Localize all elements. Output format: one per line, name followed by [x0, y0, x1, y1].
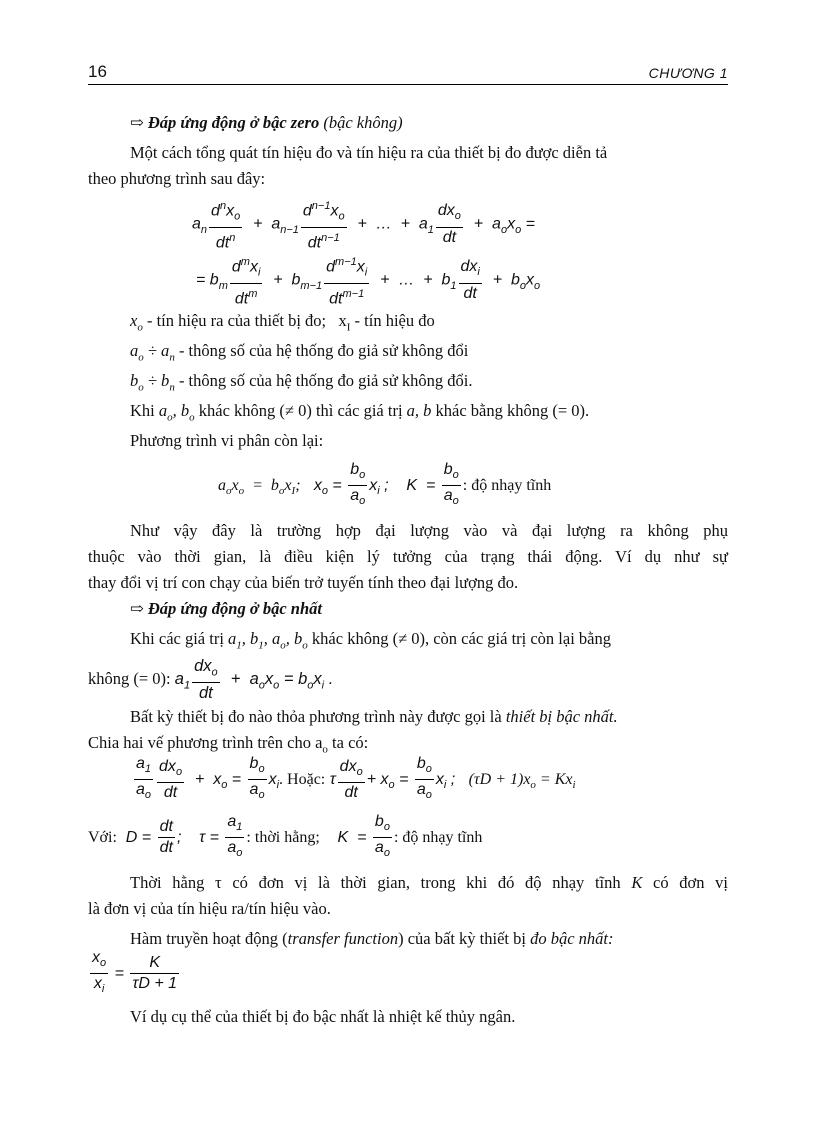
condition-text: Khi $a_o$, $b_o$ khác không (≠ 0) thì các giá trị a, b khác bằng không (= 0). — [130, 401, 590, 424]
paragraph: thay đổi vị trí con chạy của biến trở tuyến tính theo đại lượng đo. — [88, 573, 519, 592]
paragraph: Một cách tổng quát tín hiệu đo và tín hiệu ra của thiết bị đo được diễn tả — [130, 143, 608, 162]
definition-xo-xi: $x_o$ - tín hiệu ra của thiết bị đo; $x_I$ - tín hiệu đo — [130, 311, 435, 334]
transfer-function: $\frac{x_o}{x_i}$ = $\frac{K}{\tau D + 1}$ — [92, 949, 178, 996]
arrow-right-icon: ⇨ — [130, 113, 144, 132]
operator-definitions: Với: D = $\frac{dt}{dt}$ ; τ = $\frac{a_1}{a_o}$ : thời hằng; K = $\frac{b_o}{a_o}$ : độ nhạy tĩnh — [88, 813, 483, 860]
paragraph: Chia hai vế phương trình trên cho $a_o$ ta có: — [88, 733, 369, 756]
equation-general-line2: = $b_m$ $\frac{d^mx_i}{dt^m}$ + $b_{m-1}$ $\frac{d^{m-1}x_i}{dt^{m-1}}$ + … + $b_1$ $\frac{dx_i}{dt}$ + $b_ox_o$ — [196, 252, 540, 309]
page-header — [88, 60, 728, 85]
paragraph: Khi các giá trị $a_1$, $b_1$, $a_o$, $b_o$ khác không (≠ 0), còn các giá trị còn lại bằng — [130, 629, 611, 652]
chapter-title: CHƯƠNG 1 — [648, 65, 728, 81]
definition-b: $b_o \div b_n$ - thông số của hệ thống đo giả sử không đổi. — [130, 371, 473, 394]
heading-note: (bậc không) — [323, 113, 403, 132]
heading-text: Đáp ứng động ở bậc nhất — [147, 599, 322, 618]
equation-first-order: không (= 0): $a_1$ $\frac{dx_o}{dt}$ + $a_ox_o = b_ox_i$ . — [88, 657, 334, 703]
heading-text: Đáp ứng động ở bậc zero — [147, 113, 320, 132]
section-heading-first-order — [130, 596, 322, 622]
page-number: 16 — [88, 62, 107, 81]
section-heading-zero-order — [130, 110, 403, 136]
definition-a: $a_o \div a_n$ - thông số của hệ thống đo giả sử không đổi — [130, 341, 469, 364]
paragraph: Ví dụ cụ thể của thiết bị đo bậc nhất là nhiệt kế thủy ngân. — [130, 1007, 516, 1026]
equation-first-order-normalized: $\frac{a_1}{a_o}$ $\frac{dx_o}{dt}$ + $x_o$ = $\frac{b_o}{a_o}$ $x_i$. Hoặc: τ $\frac{dx_o}{dt}$ + $x_o$ = $\frac{b_o}{a_o}$ $x_i$ ; $(\tau D + 1)x_o = Kx_i$ — [136, 755, 576, 802]
paragraph: thuộc vào thời gian, là điều kiện lý tưởng của trạng thái động. Ví dụ như sự — [88, 547, 728, 566]
paragraph: Thời hằng τ có đơn vị là thời gian, trong khi đó độ nhạy tĩnh K có đơn vị — [130, 873, 728, 892]
paragraph: là đơn vị của tín hiệu ra/tín hiệu vào. — [88, 899, 331, 918]
equation-zero-order: $a_ox_o = b_ox_I$; $x_o$ = $\frac{b_o}{a_o}$ $x_i$ ; K = $\frac{b_o}{a_o}$ : độ nhạy tĩnh — [218, 461, 552, 508]
paragraph: Như vậy đây là trường hợp đại lượng vào và đại lượng ra không phụ — [130, 521, 728, 540]
paragraph: theo phương trình sau đây: — [88, 169, 266, 188]
equation-general-line1: $a_n$ $\frac{d^nx_o}{dt^n}$ + $a_{n-1}$ $\frac{d^{n-1}x_o}{dt^{n-1}}$ + … + $a_1$ $\frac{dx_o}{dt}$ + $a_ox_o$ = — [192, 196, 535, 253]
paragraph: Hàm truyền hoạt động (transfer function) của bất kỳ thiết bị đo bậc nhất: — [130, 929, 614, 948]
paragraph: Phương trình vi phân còn lại: — [130, 431, 324, 450]
arrow-right-icon: ⇨ — [130, 599, 144, 618]
paragraph: Bất kỳ thiết bị đo nào thỏa phương trình này được gọi là thiết bị bậc nhất. — [130, 707, 618, 726]
